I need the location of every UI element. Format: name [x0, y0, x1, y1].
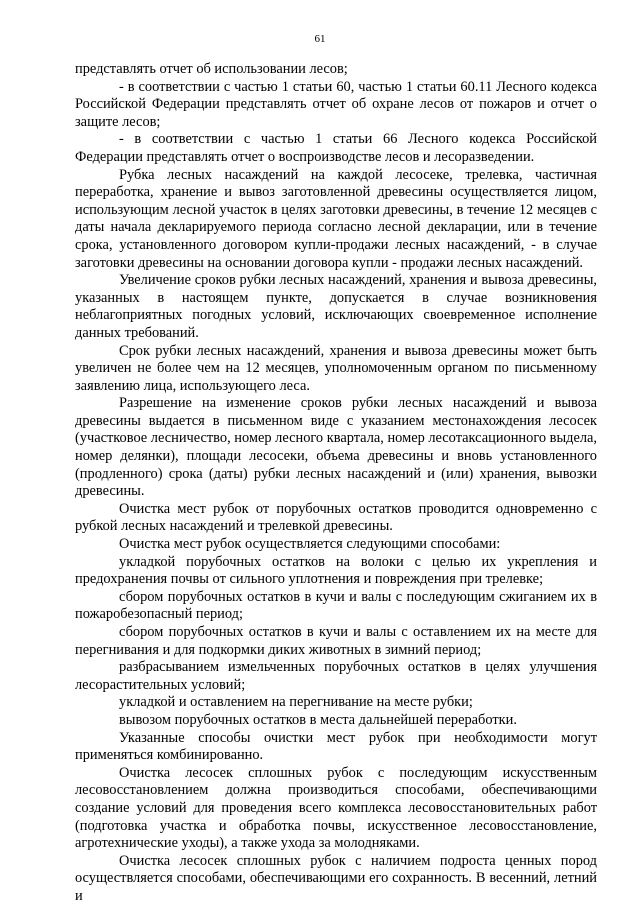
paragraph: - в соответствии с частью 1 статьи 66 Лесного кодекса Российской Федерации представлять отчет о воспроизводстве лесов и лесоразведении.	[75, 131, 597, 165]
paragraph: Увеличение сроков рубки лесных насаждений, хранения и вывоза древесины, указанных в настоящем пункте, допускается в случае возникновения неблагоприятных погодных условий, исключающих своевременное исполнение данных требований.	[75, 272, 597, 341]
paragraph: Указанные способы очистки мест рубок при необходимости могут применяться комбинированно.	[75, 729, 597, 764]
document-body	[75, 61, 597, 906]
paragraph: сбором порубочных остатков в кучи и валы с последующим сжиганием их в пожаробезопасный период;	[75, 588, 597, 623]
paragraph: Очистка мест рубок осуществляется следующими способами:	[119, 536, 501, 553]
paragraph: Срок рубки лесных насаждений, хранения и вывоза древесины может быть увеличен не более чем на 12 месяцев, уполномоченным органом по письменному заявлению лица, использующего леса.	[75, 342, 597, 394]
paragraph: представлять отчет об использовании лесов;	[75, 61, 348, 77]
paragraph: Очистка мест рубок от порубочных остатков проводится одновременно с рубкой лесных насаждений и трелевкой древесины.	[75, 500, 597, 535]
paragraph: - в соответствии с частью 1 статьи 60, частью 1 статьи 60.11 Лесного кодекса Российской Федерации представлять отчет об охране лесов от пожаров и отчет о защите лесов;	[75, 78, 597, 130]
paragraph: укладкой порубочных остатков на волоки с целью их укрепления и предохранения почвы от сильного уплотнения и повреждения при трелевке;	[75, 553, 597, 588]
page-number: 61	[314, 33, 326, 45]
paragraph: разбрасыванием измельченных порубочных остатков в целях улучшения лесорастительных условий;	[75, 659, 597, 693]
paragraph: вывозом порубочных остатков в места дальнейшей переработки.	[119, 711, 517, 728]
paragraph: Разрешение на изменение сроков рубки лесных насаждений и вывоза древесины выдается в письменном виде с указанием местонахождения лесосек (участковое лесничество, номер лесного квартала, номер лесотаксационного выдела, номер делянки), площади лесосеки, объема древесины и вновь установленного (продленного) срока (даты) рубки лесных насаждений и (или) хранения, вывозки древесины.	[75, 395, 597, 500]
paragraph: укладкой и оставлением на перегнивание на месте рубки;	[119, 694, 473, 711]
paragraph: Очистка лесосек сплошных рубок с наличием подроста ценных пород осуществляется способами, обеспечивающими его сохранность. В весенний, летний и	[75, 852, 597, 904]
paragraph: сбором порубочных остатков в кучи и валы с оставлением их на месте для перегнивания и для подкормки диких животных в зимний период;	[75, 624, 597, 658]
paragraph: Очистка лесосек сплошных рубок с последующим искусственным лесовосстановлением должна производиться способами, обеспечивающими создание условий для проведения всего комплекса лесовосстановительных работ (подготовка участка и обработка почвы, искусственное лесовосстановление, агротехнические уходы), а также ухода за молодняками.	[75, 764, 597, 852]
paragraph: Рубка лесных насаждений на каждой лесосеке, трелевка, частичная переработка, хранение и вывоз заготовленной древесины осуществляется лицом, использующим лесной участок в целях заготовки древесины, в течение 12 месяцев с даты начала декларируемого периода согласно лесной декларации, или в течение срока, установленного договором купли-продажи лесных насаждений, - в случае заготовки древесины на основании договора купли - продажи лесных насаждений.	[75, 166, 597, 271]
